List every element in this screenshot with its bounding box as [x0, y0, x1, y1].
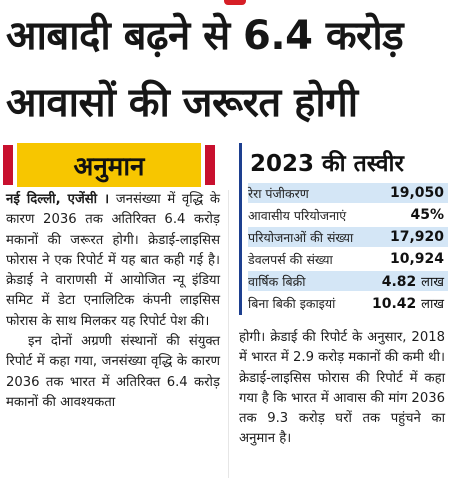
article-paragraph: होगी। क्रेडाई की रिपोर्ट के अनुसार, 2018 में भारत में 2.9 करोड़ मकानों की कमी थी। क्रेडाई-लाइसिस फोरास की रिपोर्ट में कहा गया है कि भारत में आवास की मांग 2036 तक 9.3 करोड़ घरों तक पहुंचने का अनुमान है।: [239, 330, 445, 447]
stat-row: [248, 183, 448, 203]
article-paragraph: नई दिल्ली, एजेंसी । जनसंख्या में वृद्धि के कारण 2036 तक अतिरिक्त 6.4 करोड़ मकानों की जरूरत होगी। क्रेडाई-लाइसिस फोरास ने एक रिपोर्ट में यह बात कही गई है। क्रेडाई ने वाराणसी में आयोजित न्यू इंडिया समिट में डेटा एनालिटिक कंपनी लाइसिस फोरास के साथ मिलकर यह रिपोर्ट पेश की।: [6, 192, 220, 329]
stat-row: [248, 205, 448, 225]
stat-label: आवासीय परियोजनाएं: [248, 207, 347, 223]
red-accent-mark: [224, 0, 246, 5]
stat-label: डेवलपर्स की संख्या: [248, 251, 333, 267]
badge-left-bar: [3, 145, 13, 185]
stat-row: [248, 227, 448, 247]
stat-value: 19,050: [389, 185, 444, 201]
stats-table: [239, 179, 448, 315]
stat-label: परियोजनाओं की संख्या: [248, 229, 354, 245]
stat-value: 17,920: [389, 229, 444, 245]
badge-label: अनुमान: [17, 143, 201, 187]
stats-rule: [239, 143, 242, 179]
stats-title: 2023 की तस्वीर: [250, 151, 404, 177]
stat-label: बिना बिकी इकाइयां: [248, 295, 336, 311]
stat-row: [248, 271, 448, 291]
headline-line-1: आबादी बढ़ने से 6.4 करोड़: [6, 13, 404, 59]
stat-label: वार्षिक बिक्री: [248, 273, 306, 289]
stat-value: 10,924: [389, 251, 444, 267]
stat-value: 45%: [410, 207, 444, 223]
headline-line-2: आवासों की जरूरत होगी: [6, 80, 358, 126]
stat-value: 10.42 लाख: [372, 296, 444, 312]
article-column-left: [6, 190, 220, 413]
stat-row: [248, 249, 448, 269]
dateline: नई दिल्ली, एजेंसी ।: [6, 192, 110, 207]
article-paragraph: इन दोनों अग्रणी संस्थानों की संयुक्त रिपोर्ट में कहा गया, जनसंख्या वृद्धि के कारण 2036 तक भारत में अतिरिक्त 6.4 करोड़ मकानों की आवश्यकता: [6, 334, 220, 410]
column-divider: [228, 190, 229, 478]
section-badge: [3, 143, 215, 187]
stat-value: 4.82 लाख: [381, 274, 444, 290]
stat-row: [248, 293, 448, 313]
stat-label: रेरा पंजीकरण: [248, 185, 309, 201]
badge-right-bar: [205, 145, 215, 185]
article-column-right: [239, 328, 445, 450]
